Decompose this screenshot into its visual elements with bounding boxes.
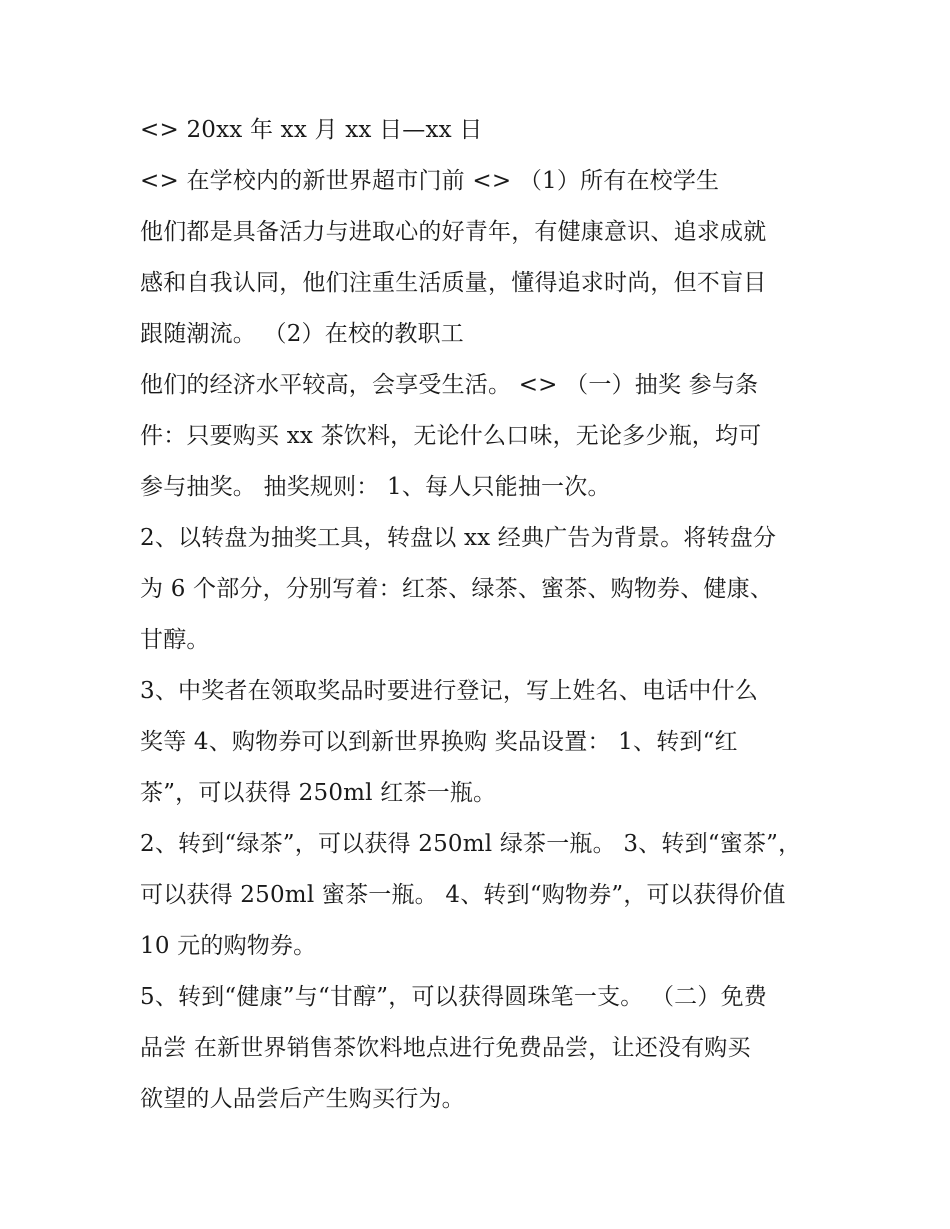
document-body (140, 108, 830, 1128)
text-line: 跟随潮流。 （2）在校的教职工 (140, 321, 464, 347)
text-line: 参与抽奖。 抽奖规则： 1、每人只能抽一次。 (140, 474, 611, 500)
text-line: 为 6 个部分，分别写着：红茶、绿茶、蜜茶、购物券、健康、 (140, 576, 774, 602)
text-line: 5、转到“健康”与“甘醇”，可以获得圆珠笔一支。 （二）免费 (140, 984, 767, 1010)
text-line: 可以获得 250ml 蜜茶一瓶。 4、转到“购物券”，可以获得价值 (140, 882, 786, 908)
text-line: 他们的经济水平较高，会享受生活。 <> （一）抽奖 参与条 (140, 372, 759, 398)
text-line: 件：只要购买 xx 茶饮料，无论什么口味，无论多少瓶，均可 (140, 423, 762, 449)
text-line: 奖等 4、购物券可以到新世界换购 奖品设置： 1、转到“红 (140, 729, 738, 755)
text-line: 3、中奖者在领取奖品时要进行登记，写上姓名、电话中什么 (140, 678, 759, 704)
text-line: 2、以转盘为抽奖工具，转盘以 xx 经典广告为背景。将转盘分 (140, 525, 777, 551)
text-line: 甘醇。 (140, 627, 210, 653)
text-line: 欲望的人品尝后产生购买行为。 (140, 1086, 465, 1112)
text-line: 品尝 在新世界销售茶饮料地点进行免费品尝，让还没有购买 (140, 1035, 751, 1061)
text-line: 感和自我认同，他们注重生活质量，懂得追求时尚，但不盲目 (140, 270, 767, 296)
text-line: 10 元的购物券。 (140, 933, 317, 959)
text-line: 茶”，可以获得 250ml 红茶一瓶。 (140, 780, 497, 806)
text-line: 2、转到“绿茶”，可以获得 250ml 绿茶一瓶。 3、转到“蜜茶”， (140, 831, 802, 857)
text-line: <> 在学校内的新世界超市门前 <> （1）所有在校学生 (140, 168, 720, 194)
text-line: <> 20xx 年 xx 月 xx 日—xx 日 (140, 117, 483, 143)
text-line: 他们都是具备活力与进取心的好青年，有健康意识、追求成就 (140, 219, 767, 245)
